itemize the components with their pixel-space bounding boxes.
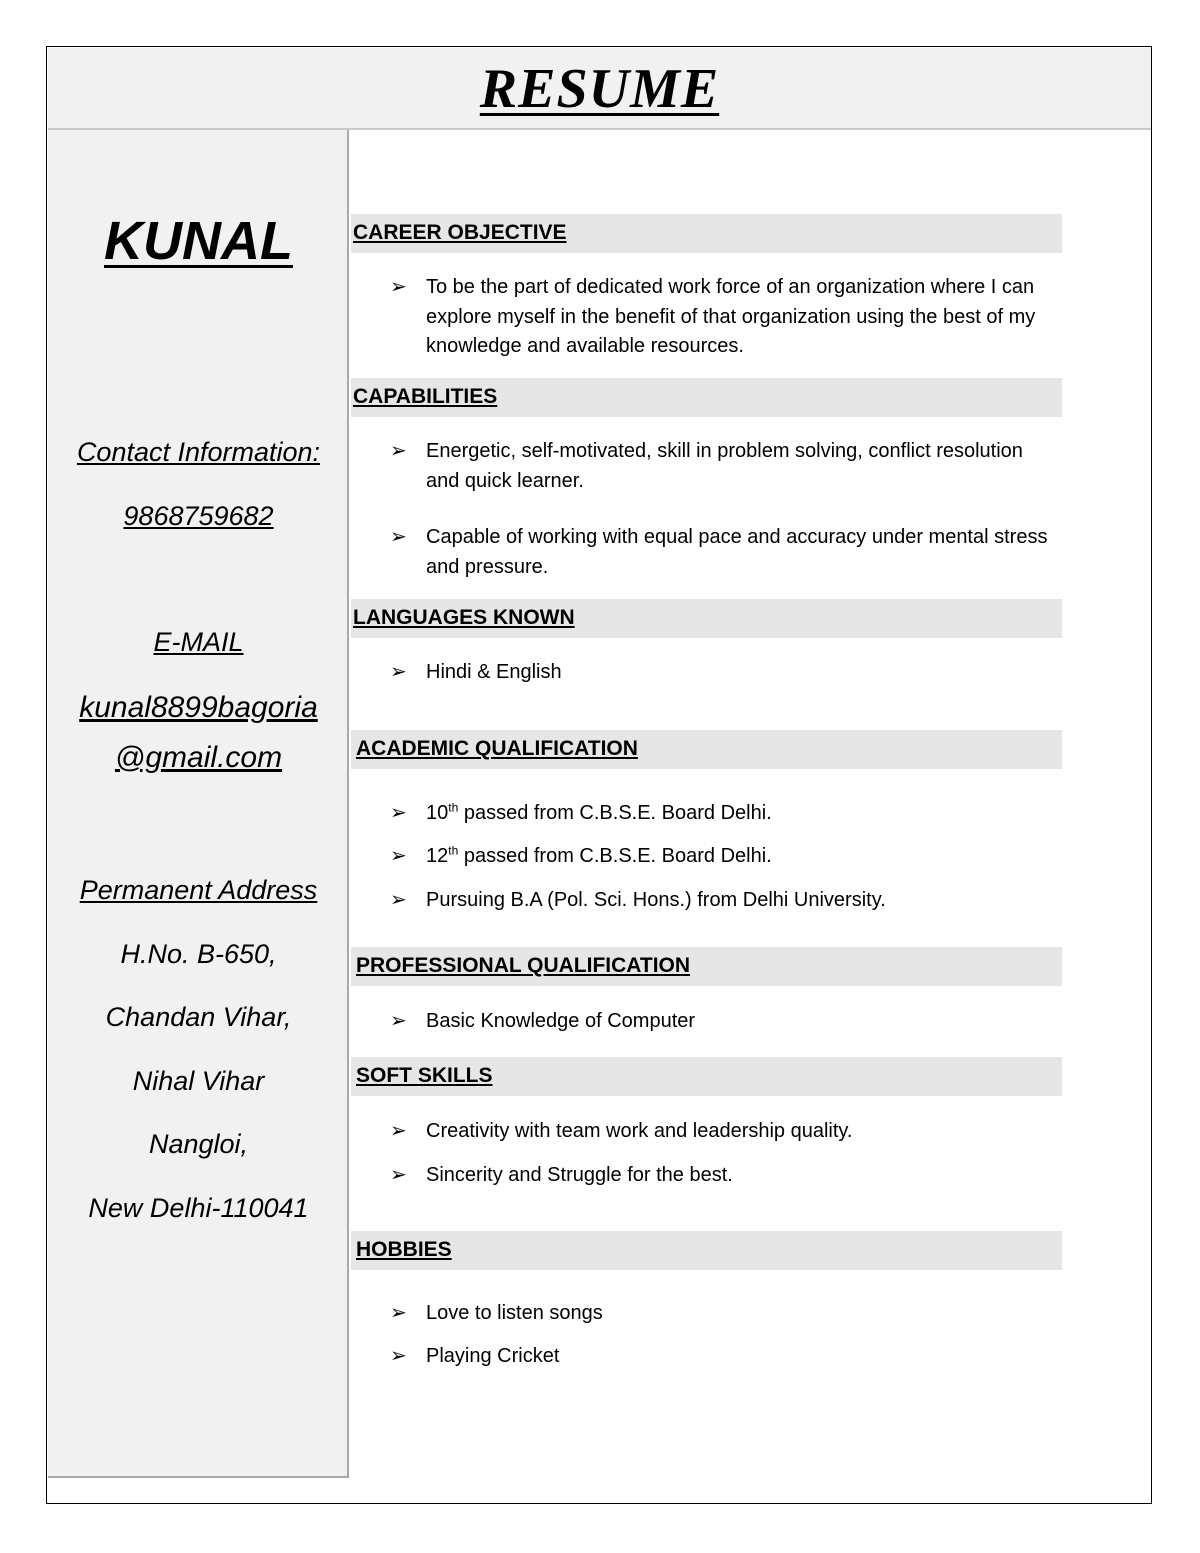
list-item: ➢ Love to listen songs	[390, 1299, 1062, 1329]
candidate-name: KUNAL	[104, 211, 293, 271]
section-academic-qualification	[351, 730, 1062, 769]
section-professional-qualification	[351, 947, 1062, 986]
arrow-bullet-icon: ➢	[390, 661, 407, 683]
section-soft-skills	[351, 1057, 1062, 1096]
list-item: ➢ Hindi & English	[390, 658, 1062, 688]
address-line-5: New Delhi-110041	[88, 1193, 309, 1223]
arrow-bullet-icon: ➢	[390, 276, 407, 298]
list-item: ➢ Creativity with team work and leadership quality.	[390, 1117, 1062, 1147]
address-line-3: Nihal Vihar	[132, 1066, 265, 1096]
list-item: ➢ 10th passed from C.B.S.E. Board Delhi.	[390, 799, 1062, 829]
list-item: ➢ To be the part of dedicated work force of an organization where I can explore myself in the benefit of that organization using the best of my knowledge and available resources.	[390, 273, 1062, 362]
address-line-1: H.No. B-650,	[120, 939, 277, 969]
list-item: ➢ 12th passed from C.B.S.E. Board Delhi.	[390, 842, 1062, 872]
list-item: ➢ Pursuing B.A (Pol. Sci. Hons.) from Delhi University.	[390, 886, 1062, 916]
list-item: ➢ Energetic, self-motivated, skill in problem solving, conflict resolution and quick learner.	[390, 437, 1030, 496]
section-capabilities	[351, 378, 1062, 417]
section-heading: ACADEMIC QUALIFICATION	[356, 737, 638, 760]
email-address-line-1: kunal8899bagoria	[79, 691, 318, 724]
section-career-objective	[351, 214, 1062, 253]
arrow-bullet-icon: ➢	[390, 889, 407, 911]
address-heading: Permanent Address	[79, 875, 318, 905]
section-heading: LANGUAGES KNOWN	[353, 606, 575, 629]
arrow-bullet-icon: ➢	[390, 1302, 407, 1324]
section-languages-known	[351, 599, 1062, 638]
contact-heading: Contact Information:	[76, 437, 321, 467]
arrow-bullet-icon: ➢	[390, 845, 407, 867]
email-heading: E-MAIL	[153, 627, 244, 657]
list-item: ➢ Playing Cricket	[390, 1342, 1062, 1372]
list-item: ➢ Capable of working with equal pace and accuracy under mental stress and pressure.	[390, 523, 1062, 582]
arrow-bullet-icon: ➢	[390, 440, 407, 462]
address-line-2: Chandan Vihar,	[105, 1002, 292, 1032]
arrow-bullet-icon: ➢	[390, 1164, 407, 1186]
arrow-bullet-icon: ➢	[390, 1345, 407, 1367]
resume-title: RESUME	[479, 58, 720, 120]
sidebar-panel	[48, 130, 349, 1478]
list-item: ➢ Sincerity and Struggle for the best.	[390, 1161, 1062, 1191]
arrow-bullet-icon: ➢	[390, 1010, 407, 1032]
section-heading: PROFESSIONAL QUALIFICATION	[356, 954, 691, 977]
arrow-bullet-icon: ➢	[390, 1120, 407, 1142]
section-heading: SOFT SKILLS	[356, 1064, 493, 1087]
arrow-bullet-icon: ➢	[390, 802, 407, 824]
email-address-line-2: @gmail.com	[114, 741, 283, 774]
arrow-bullet-icon: ➢	[390, 526, 407, 548]
section-hobbies	[351, 1231, 1062, 1270]
section-heading: HOBBIES	[356, 1238, 452, 1261]
phone-number: 9868759682	[123, 501, 274, 531]
address-line-4: Nangloi,	[148, 1129, 249, 1159]
header-band	[48, 48, 1151, 130]
section-heading: CAPABILITIES	[353, 385, 498, 408]
list-item: ➢ Basic Knowledge of Computer	[390, 1007, 1062, 1037]
section-heading: CAREER OBJECTIVE	[353, 221, 567, 244]
